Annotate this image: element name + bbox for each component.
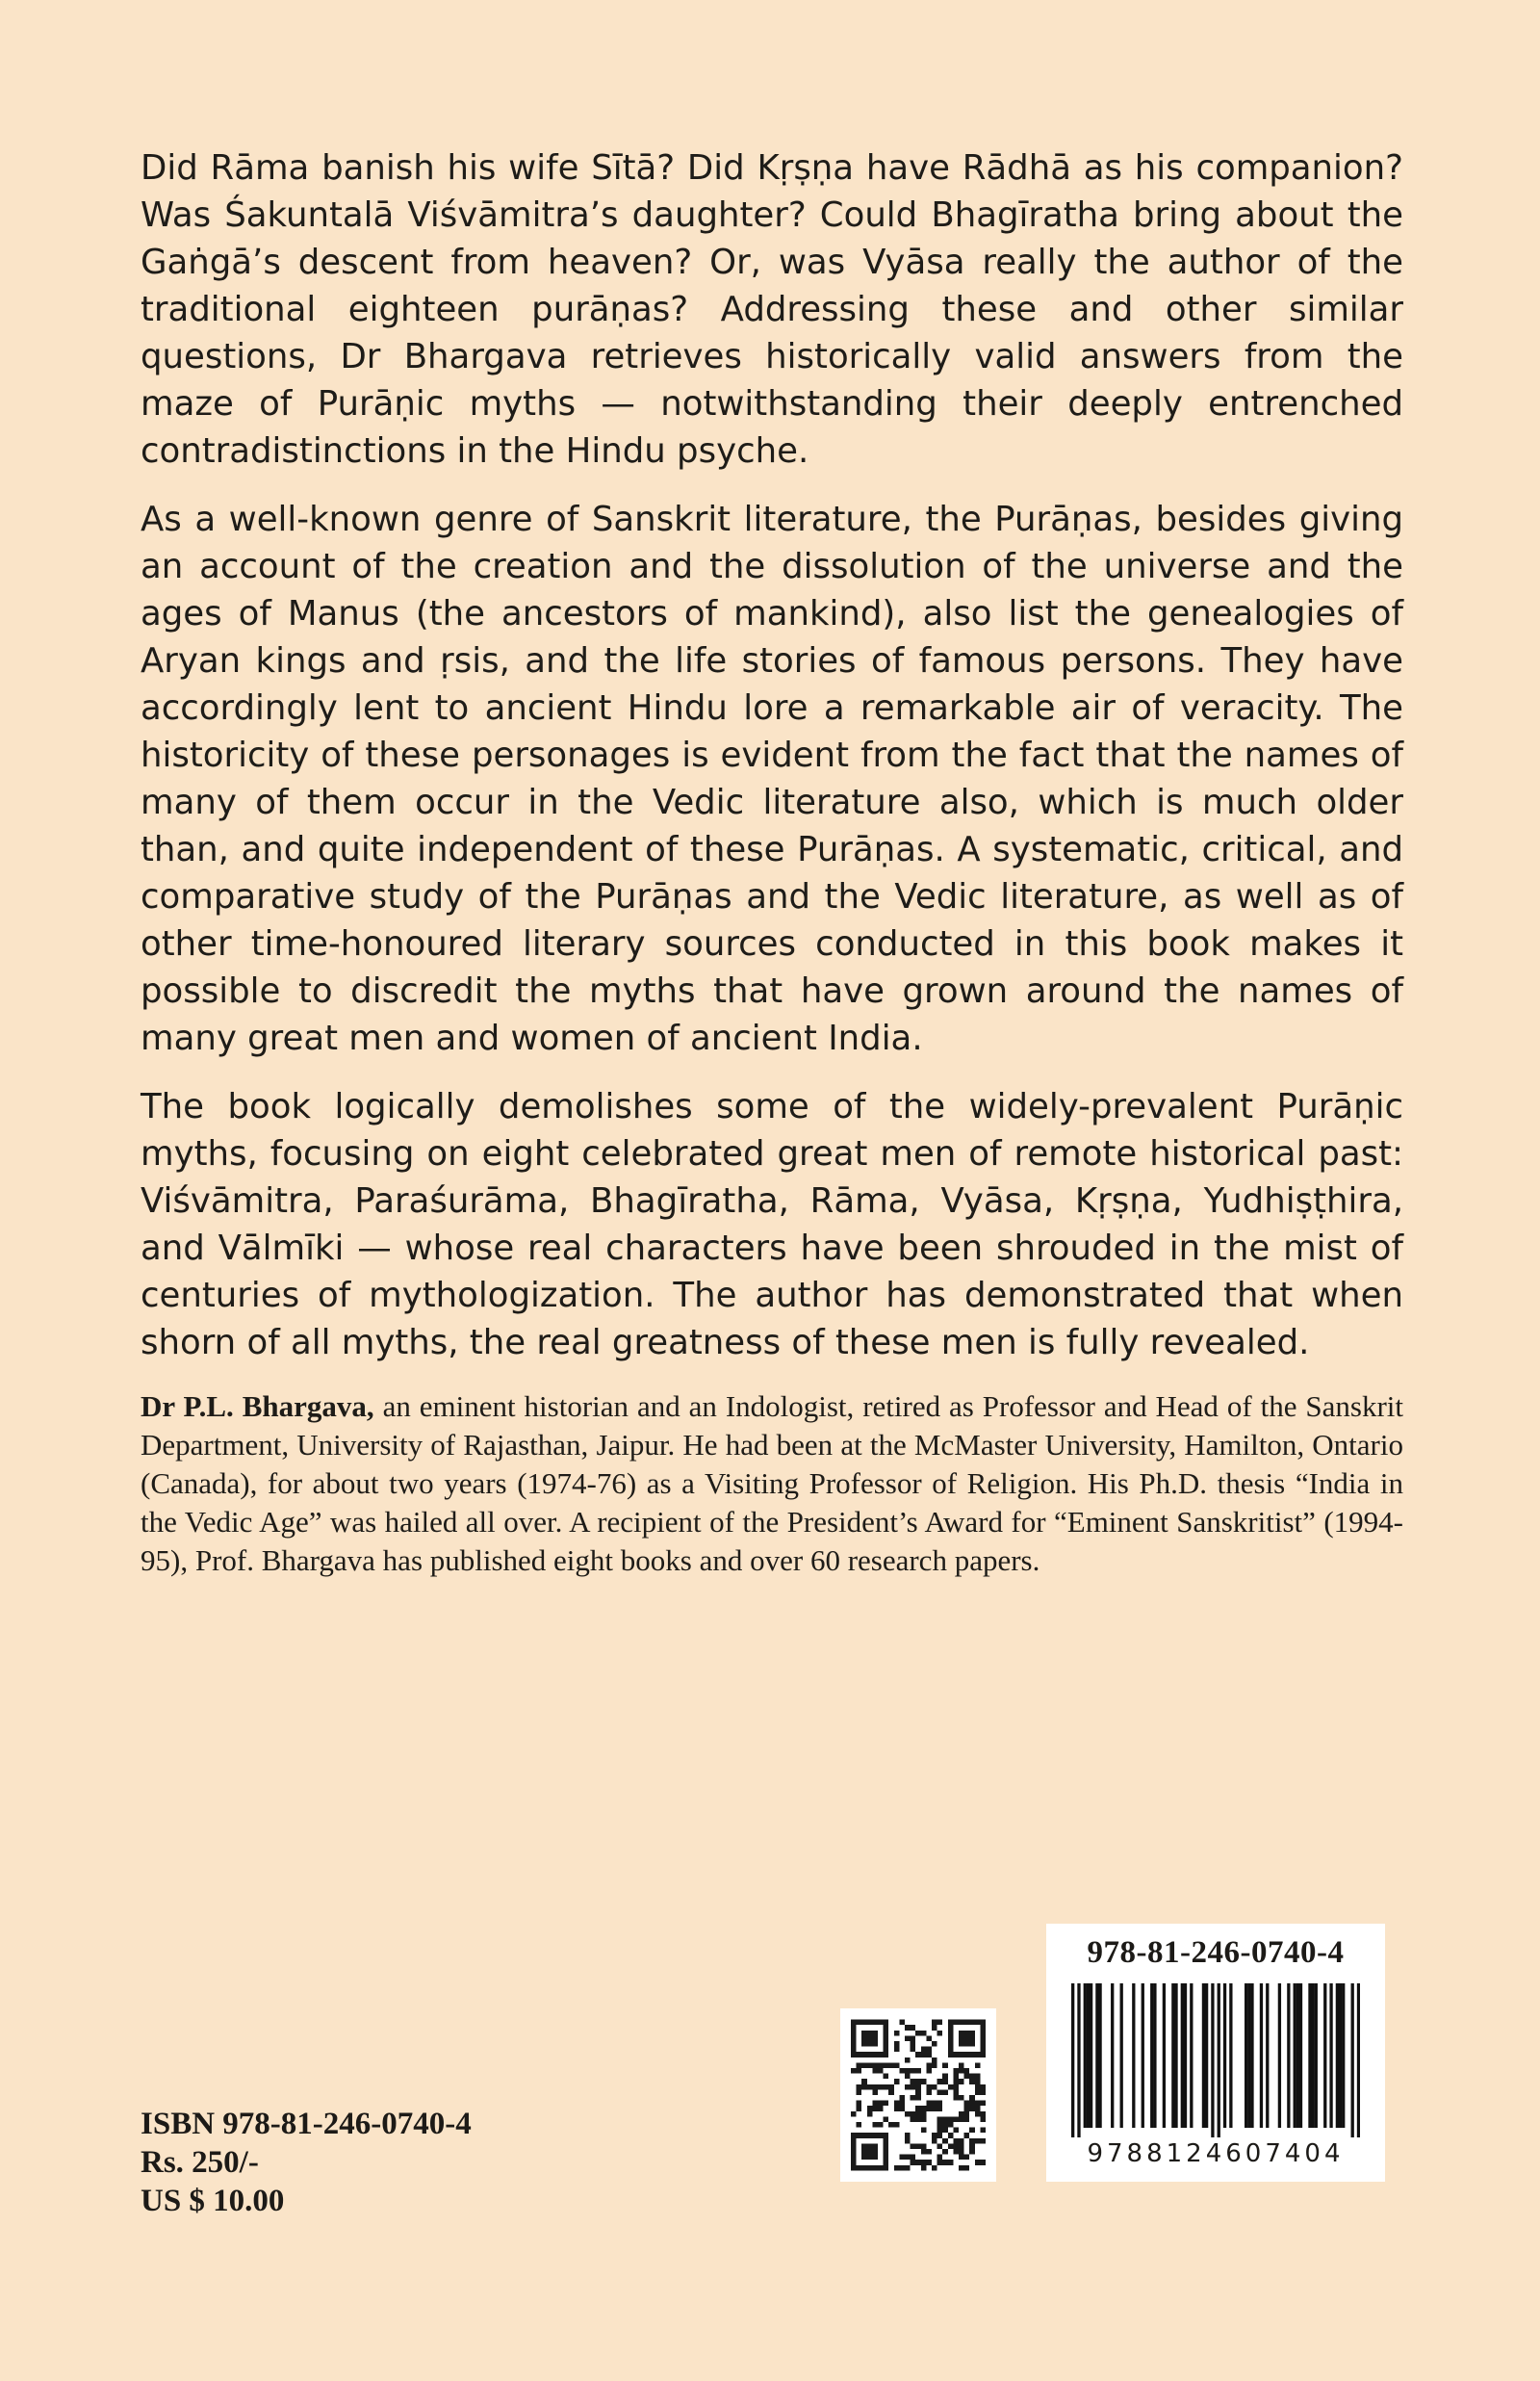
barcode-bar — [1218, 1983, 1220, 2137]
barcode-bar — [1184, 1983, 1187, 2128]
barcode-bar — [1315, 1983, 1318, 2128]
price-block — [141, 2105, 472, 2220]
barcode-bar — [1090, 1983, 1092, 2128]
barcode-bar — [1205, 1983, 1208, 2128]
barcode-bar — [1323, 1983, 1326, 2128]
barcode-bar — [1111, 1983, 1114, 2128]
barcode-bar — [1357, 1983, 1360, 2137]
author-bio — [141, 1387, 1403, 1580]
barcode-bar — [1142, 1983, 1144, 2128]
isbn-line: ISBN 978-81-246-0740-4 — [141, 2107, 472, 2141]
barcode-bar — [1190, 1983, 1193, 2128]
barcode-bar — [1084, 1983, 1087, 2128]
barcode-bar — [1181, 1983, 1184, 2128]
barcode-icon — [1071, 1983, 1360, 2137]
barcode-bar — [1163, 1983, 1166, 2128]
barcode-bar — [1250, 1983, 1253, 2128]
blurb-paragraph-3: The book logically demolishes some of the widely-prevalent Purāṇic myths, focusing on eight celebrated great men of remote historical past: Viśvāmitra, Paraśurāma, Bhagīratha, Rāma, Vyāsa, Kṛṣṇa, Yudhiṣṭhira, and Vālmīki — whose real characters have been shrouded in the mist of centuries of mythologization. The author has demonstrated that when shorn of all myths, the real greatness of these men is fully revealed. — [141, 1087, 1403, 1362]
qr-code-icon — [840, 2008, 996, 2182]
price-usd: US $ 10.00 — [141, 2184, 285, 2218]
barcode-bar — [1336, 1983, 1339, 2128]
blurb-paragraph-2: As a well-known genre of Sanskrit literature, the Purāṇas, besides giving an account of the creation and the dissolution of the universe and the ages of Manus (the ancestors of mankind), also list the genealogies of Aryan kings and ṛsis, and the life stories of famous persons. They have accordingly lent to ancient Hindu lore a remarkable air of veracity. The historicity of these personages is evident from the fact that the names of many of them occur in the Vedic literature also, which is much older than, and quite independent of these Purāṇas. A systematic, critical, and comparative study of the Purāṇas and the Vedic literature, as well as of other time-honoured literary sources conducted in this book makes it possible to discredit the myths that have grown around the names of many great men and women of ancient India. — [141, 500, 1403, 1058]
barcode-bar — [1202, 1983, 1205, 2128]
barcode-bar — [1245, 1983, 1247, 2128]
barcode-bar — [1211, 1983, 1214, 2137]
barcode-bar — [1308, 1983, 1311, 2128]
barcode-bar — [1087, 1983, 1090, 2128]
barcode-bar — [1260, 1983, 1263, 2128]
barcode-bar — [1171, 1983, 1174, 2128]
author-name: Dr P.L. Bhargava, — [141, 1389, 374, 1423]
barcode-digits: 9788124607404 — [1087, 2139, 1345, 2168]
barcode — [1046, 1924, 1385, 2182]
price-inr: Rs. 250/- — [141, 2145, 259, 2180]
barcode-bar — [1266, 1983, 1269, 2128]
barcode-bar — [1174, 1983, 1177, 2128]
author-bio-text: an eminent historian and an Indologist, retired as Professor and Head of the Sanskrit Department, University of Rajasthan, Jaipur. He had been at the McMaster University, Hamilton, Ontario (Canada), for about two years (1974-76) as a Visiting Professor of Religion. His Ph.D. thesis “India in the Vedic Age” was hailed all over. A recipient of the President’s Award for “Eminent Sanskritist” (1994-95), Prof. Bhargava has published eight books and over 60 research papers. — [141, 1389, 1403, 1577]
barcode-bar — [1095, 1983, 1098, 2128]
barcode-bar — [1287, 1983, 1290, 2128]
blurb — [141, 144, 1403, 1580]
barcode-bar — [1311, 1983, 1314, 2128]
barcode-bar — [1278, 1983, 1281, 2128]
barcode-bar — [1299, 1983, 1302, 2128]
barcode-bar — [1098, 1983, 1101, 2128]
barcode-bar — [1071, 1983, 1074, 2137]
barcode-bar — [1351, 1983, 1354, 2137]
barcode-isbn: 978-81-246-0740-4 — [1087, 1935, 1345, 1970]
barcode-bar — [1077, 1983, 1080, 2137]
barcode-bar — [1247, 1983, 1250, 2128]
barcode-bar — [1223, 1983, 1226, 2128]
barcode-bar — [1153, 1983, 1156, 2128]
barcode-bar — [1132, 1983, 1135, 2128]
barcode-bar — [1294, 1983, 1296, 2128]
barcode-bar — [1296, 1983, 1299, 2128]
barcode-bar — [1342, 1983, 1345, 2128]
barcode-bar — [1120, 1983, 1123, 2128]
barcode-bar — [1329, 1983, 1332, 2128]
blurb-paragraph-1: Did Rāma banish his wife Sītā? Did Kṛṣṇa have Rādhā as his companion? Was Śakuntalā Viśvāmitra’s daughter? Could Bhagīratha bring about the Gaṅgā’s descent from heaven? Or, was Vyāsa really the author of the traditional eighteen purāṇas? Addressing these and other similar questions, Dr Bhargava retrieves historically valid answers from the maze of Purāṇic myths — notwithstanding their deeply entrenched contradistinctions in the Hindu psyche. — [141, 148, 1403, 471]
barcode-bar — [1150, 1983, 1153, 2128]
barcode-bar — [1229, 1983, 1232, 2128]
barcode-bar — [1339, 1983, 1342, 2128]
qr-code-graphic — [851, 2019, 986, 2171]
